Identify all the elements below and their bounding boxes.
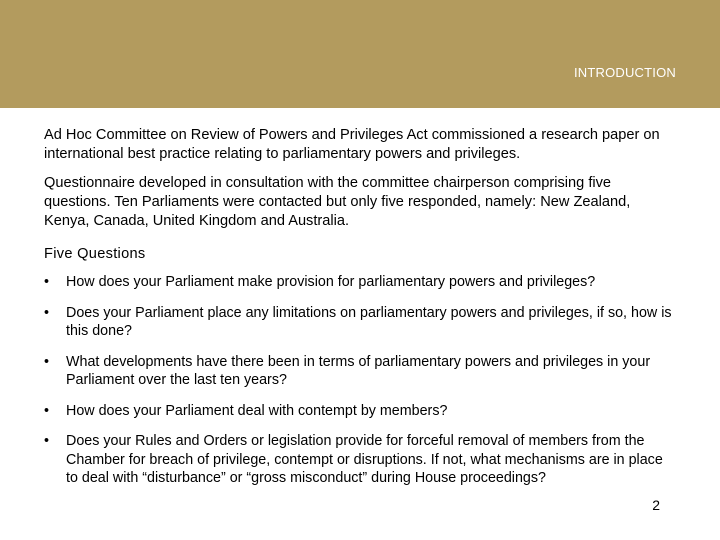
- question-text: How does your Parliament deal with contempt by members?: [66, 402, 448, 419]
- header-band: [0, 0, 720, 108]
- question-text: What developments have there been in terms of parliamentary powers and privileges in your Parliament over the last ten years?: [66, 353, 651, 388]
- intro-paragraph: Ad Hoc Committee on Review of Powers and Privileges Act commissioned a research paper on international best practice relating to parliamentary powers and privileges.: [44, 127, 660, 162]
- section-heading: Five Questions: [44, 246, 146, 262]
- bullet-icon: •: [44, 402, 50, 419]
- questions-list: [44, 273, 674, 488]
- list-item: [44, 273, 674, 292]
- list-item: [44, 353, 674, 390]
- question-text: How does your Parliament make provision for parliamentary powers and privileges?: [66, 274, 596, 290]
- list-item: [44, 402, 674, 421]
- slide-title: INTRODUCTION: [573, 65, 676, 80]
- bullet-icon: •: [44, 433, 50, 449]
- bullet-icon: •: [44, 304, 50, 321]
- bullet-icon: •: [44, 274, 50, 290]
- list-item: [44, 304, 674, 341]
- question-text: Does your Rules and Orders or legislation provide for forceful removal of members from the Chamber for breach of privilege, contempt or disruptions. If not, what mechanisms are in place to deal with “disturbance” or “gross misconduct” during House proceedings?: [66, 433, 663, 486]
- question-text: Does your Parliament place any limitations on parliamentary powers and privileges, if so, how is this done?: [66, 304, 672, 339]
- slide-body: [44, 126, 674, 500]
- list-item: [44, 432, 674, 488]
- questionnaire-paragraph: Questionnaire developed in consultation with the committee chairperson comprising five questions. Ten Parliaments were contacted but only five responded, namely: New Zealand, Kenya, Canada, United Kingdom and Australia.: [44, 175, 631, 229]
- page-number: 2: [652, 497, 660, 513]
- bullet-icon: •: [44, 353, 50, 370]
